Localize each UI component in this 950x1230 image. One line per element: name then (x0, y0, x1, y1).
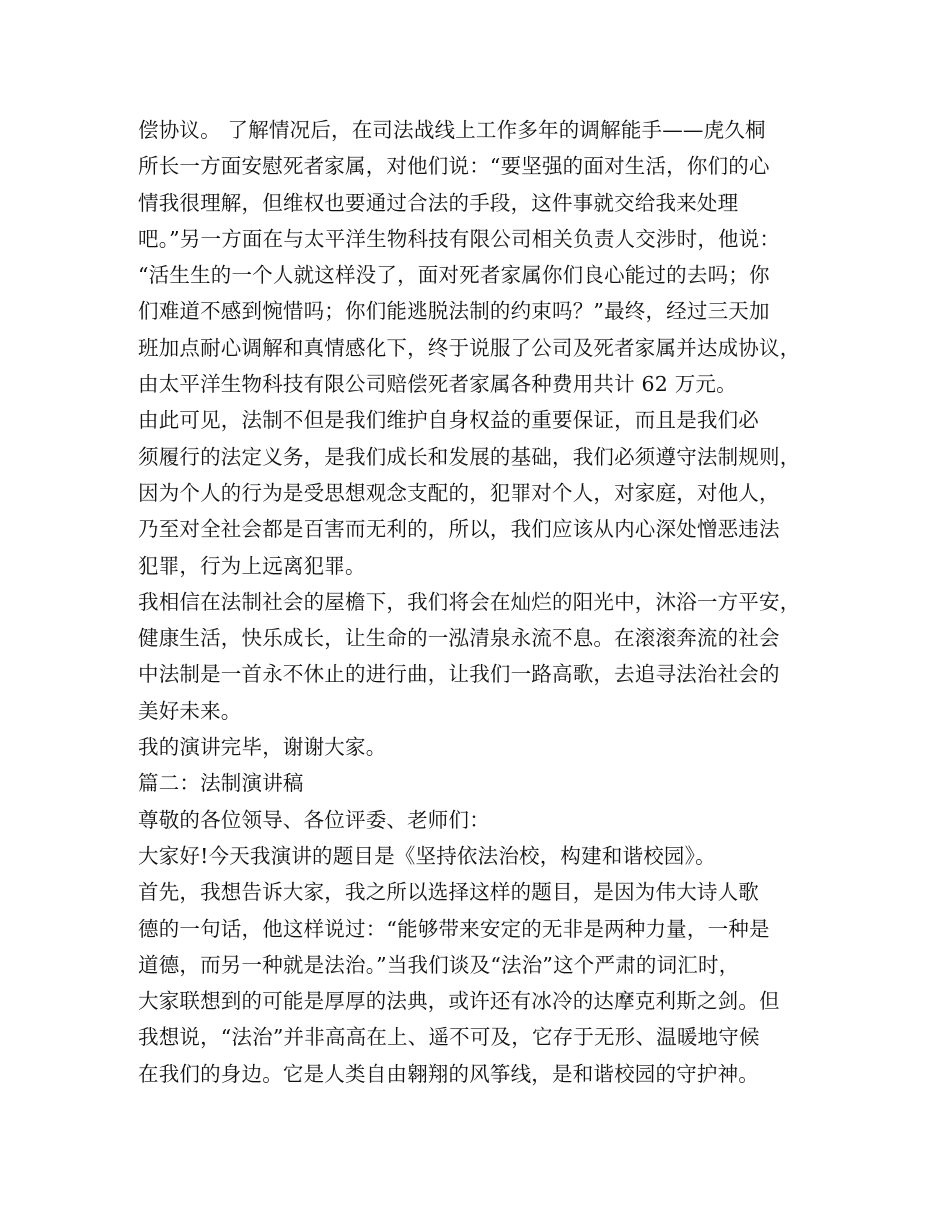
text-line: 大家联想到的可能是厚厚的法典，或许还有冰冷的达摩克利斯之剑。但 (138, 989, 780, 1014)
text-line: 所长一方面安慰死者家属，对他们说：“要坚强的面对生活，你们的心 (138, 154, 770, 179)
text-line: 由此可见，法制不但是我们维护自身权益的重要保证，而且是我们必 (138, 408, 759, 433)
section-heading: 篇二：法制演讲稿 (138, 771, 304, 796)
text-line: 须履行的法定义务，是我们成长和发展的基础，我们必须遵守法制规则， (138, 444, 801, 469)
text-line: 们难道不感到惋惜吗；你们能逃脱法制的约束吗？”最终，经过三天加 (138, 299, 770, 324)
text-line: 我相信在法制社会的屋檐下，我们将会在灿烂的阳光中，沐浴一方平安， (138, 589, 801, 614)
text-line: 尊敬的各位领导、各位评委、老师们： (138, 807, 490, 832)
text-line: 吧。”另一方面在与太平洋生物科技有限公司相关负责人交涉时，他说： (138, 226, 781, 251)
text-line: 班加点耐心调解和真情感化下，终于说服了公司及死者家属并达成协议， (138, 335, 801, 360)
text-line: 犯罪，行为上远离犯罪。 (138, 553, 366, 578)
text-line: 我的演讲完毕，谢谢大家。 (138, 735, 387, 760)
text-line: 乃至对全社会都是百害而无利的，所以，我们应该从内心深处憎恶违法 (138, 517, 780, 542)
text-line: 美好未来。 (138, 698, 242, 723)
text-line: 情我很理解，但维权也要通过合法的手段，这件事就交给我来处理 (138, 190, 739, 215)
text-line: 首先，我想告诉大家，我之所以选择这样的题目，是因为伟大诗人歌 (138, 880, 759, 905)
text-line: 德的一句话，他这样说过：“能够带来安定的无非是两种力量，一种是 (138, 916, 770, 941)
text-line: 因为个人的行为是受思想观念支配的，犯罪对个人，对家庭，对他人， (138, 480, 780, 505)
text-line: “活生生的一个人就这样没了，面对死者家属你们良心能过的去吗；你 (138, 263, 770, 288)
text-line: 在我们的身边。它是人类自由翱翔的风筝线，是和谐校园的守护神。 (138, 1061, 759, 1086)
document-body (138, 112, 828, 1092)
text-line: 大家好!今天我演讲的题目是《坚持依法治校，构建和谐校园》。 (138, 843, 716, 868)
text-line: 我想说，“法治”并非高高在上、遥不可及，它存于无形、温暖地守候 (138, 1025, 760, 1050)
text-line: 中法制是一首永不休止的进行曲，让我们一路高歌，去追寻法治社会的 (138, 662, 780, 687)
text-line: 道德，而另一种就是法治。”当我们谈及“法治”这个严肃的词汇时， (138, 952, 740, 977)
text-line: 由太平洋生物科技有限公司赔偿死者家属各种费用共计 62 万元。 (138, 372, 737, 397)
text-line: 偿协议。 了解情况后，在司法战线上工作多年的调解能手——虎久桐 (138, 118, 766, 142)
text-line: 健康生活，快乐成长，让生命的一泓清泉永流不息。在滚滚奔流的社会 (138, 626, 780, 651)
